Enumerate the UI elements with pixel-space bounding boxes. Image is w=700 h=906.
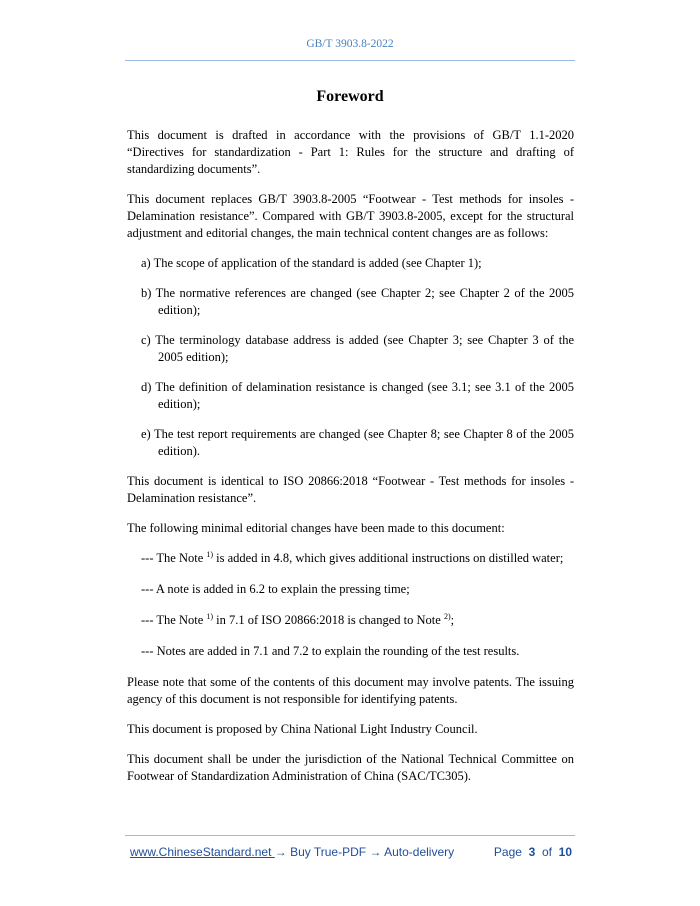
document-body bbox=[127, 127, 574, 798]
header-divider bbox=[125, 60, 575, 61]
paragraph-editorial-intro: The following minimal editorial changes have been made to this document: bbox=[127, 521, 505, 535]
footnote-ref: 1) bbox=[206, 550, 214, 559]
footer-divider bbox=[125, 835, 575, 836]
editorial-item-1: --- The Note $^{1)}$ is added in 4.8, which gives additional instructions on distilled water; bbox=[141, 550, 564, 565]
editorial-item-3: --- The Note $^{1)}$ in 7.1 of ISO 20866:2018 is changed to Note $^{2)}$; bbox=[141, 612, 455, 627]
running-header: GB/T 3903.8-2022 bbox=[306, 38, 394, 50]
footnote-ref: 1) bbox=[206, 612, 214, 621]
page-title: Foreword bbox=[316, 88, 384, 105]
page-current: 3 bbox=[528, 845, 536, 859]
footer-left bbox=[130, 845, 454, 859]
editorial-item-2: --- A note is added in 6.2 to explain the pressing time; bbox=[141, 582, 410, 596]
page-indicator: Page 3 of 10 bbox=[493, 845, 572, 859]
page-total: 10 bbox=[558, 845, 572, 859]
editorial-item-4: --- Notes are added in 7.1 and 7.2 to explain the rounding of the test results. bbox=[141, 644, 520, 658]
change-item-c: c) The terminology database address is added (see Chapter 3; see Chapter 3 of the 2005 edition); bbox=[141, 333, 574, 364]
change-item-e: e) The test report requirements are changed (see Chapter 8; see Chapter 8 of the 2005 edition). bbox=[141, 427, 574, 458]
paragraph-proposed: This document is proposed by China National Light Industry Council. bbox=[127, 722, 478, 736]
change-item-a: a) The scope of application of the standard is added (see Chapter 1); bbox=[141, 256, 482, 270]
footnote-ref: 2) bbox=[443, 612, 451, 621]
paragraph-jurisdiction: This document shall be under the jurisdiction of the National Technical Committee on Footwear of Standardization Administration of China (SAC/TC305). bbox=[127, 752, 574, 783]
change-item-b: b) The normative references are changed (see Chapter 2; see Chapter 2 of the 2005 edition); bbox=[141, 286, 574, 317]
footer-tagline: → Buy True-PDF → Auto-delivery bbox=[274, 845, 455, 859]
paragraph-patents: Please note that some of the contents of this document may involve patents. The issuing agency of this document is not responsible for identifying patents. bbox=[127, 675, 574, 706]
change-item-d: d) The definition of delamination resistance is changed (see 3.1; see 3.1 of the 2005 edition); bbox=[141, 380, 574, 411]
paragraph-drafting: This document is drafted in accordance with the provisions of GB/T 1.1-2020 “Directives for standardization - Part 1: Rules for the structure and drafting of standardizing documents”. bbox=[127, 128, 574, 176]
paragraph-identical: This document is identical to ISO 20866:2018 “Footwear - Test methods for insoles - Delamination resistance”. bbox=[127, 474, 574, 505]
website-link[interactable]: www.ChineseStandard.net bbox=[130, 845, 275, 859]
paragraph-replaces: This document replaces GB/T 3903.8-2005 “Footwear - Test methods for insoles - Delamination resistance”. Compared with GB/T 3903.8-2005, except for the structural adjustment and editorial changes, the main technical content changes are as follows: bbox=[127, 192, 574, 240]
